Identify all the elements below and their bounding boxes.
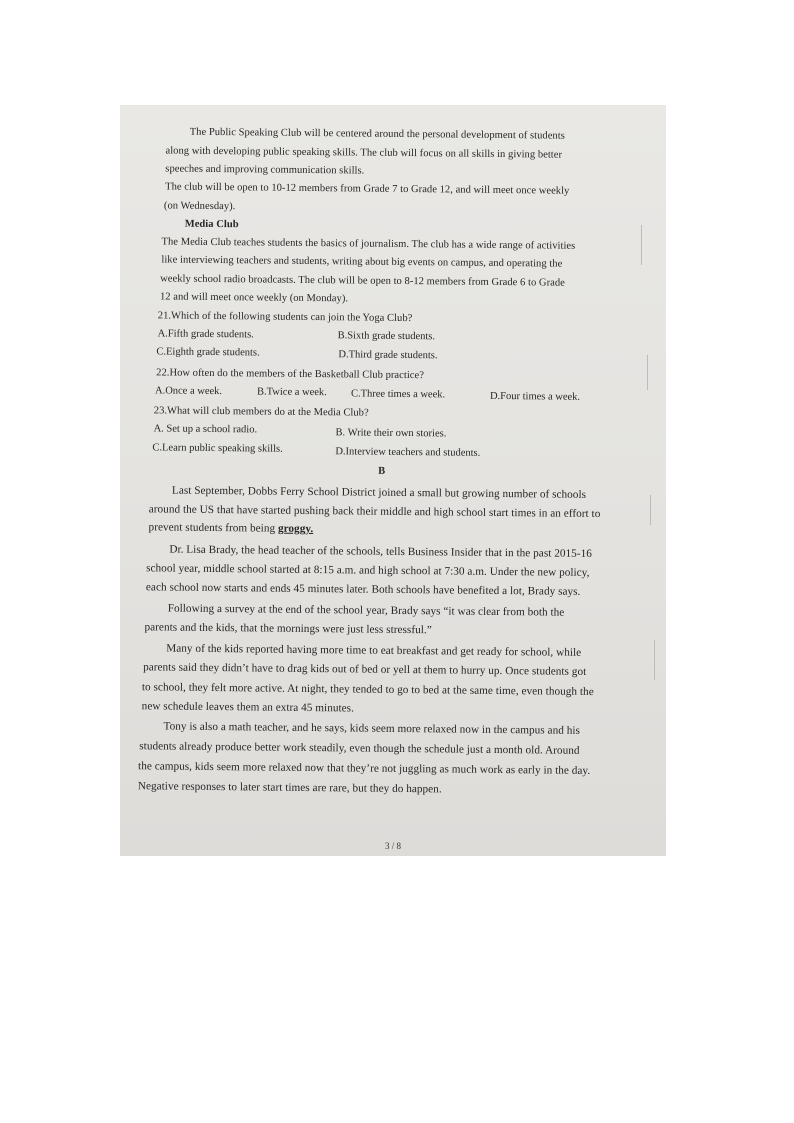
paragraph-line: The Media Club teaches students the basics of journalism. The club has a wide range of activities (161, 236, 576, 252)
paragraph-line: parents said they didn’t have to drag kids out of bed or yell at them to hurry up. Once students got (143, 661, 587, 678)
paragraph-line: Last September, Dobbs Ferry School District joined a small but growing number of schools (171, 484, 587, 501)
paragraph-line: each school now starts and ends 45 minutes later. Both schools have benefited a lot, Brady says. (145, 581, 581, 598)
option-23-c: C.Learn public speaking skills. (152, 442, 283, 455)
question-23: 23.What will club members do at the Media Club? (153, 405, 369, 419)
option-21-a: A.Fifth grade students. (157, 328, 254, 341)
scanned-page-photo (120, 105, 666, 856)
groggy-word: groggy. (277, 522, 314, 536)
document-text (120, 105, 666, 856)
option-21-d: D.Third grade students. (338, 349, 438, 362)
paragraph-line: Negative responses to later start times are rare, but they do happen. (137, 780, 442, 796)
paragraph-line: Tony is also a math teacher, and he says, kids seem more relaxed now in the campus and his (163, 720, 581, 737)
paragraph-line: students already produce better work steadily, even though the schedule just a month old. Around (139, 740, 580, 757)
paragraph-line: new schedule leaves them an extra 45 minutes. (141, 700, 355, 715)
option-21-c: C.Eighth grade students. (156, 346, 260, 359)
paragraph-line: The Public Speaking Club will be centered around the personal development of students (189, 126, 565, 142)
option-23-a: A. Set up a school radio. (153, 423, 258, 436)
paragraph-line: 12 and will meet once weekly (on Monday). (159, 291, 349, 305)
option-22-d: D.Four times a week. (489, 390, 581, 403)
option-22-b: B.Twice a week. (256, 386, 327, 399)
question-22: 22.How often do the members of the Basketball Club practice? (156, 367, 425, 382)
section-heading: Media Club (184, 218, 239, 231)
paragraph-line: (on Wednesday). (163, 200, 236, 213)
paragraph-line: to school, they felt more active. At night, they tended to go to bed at the same time, even though the (141, 681, 594, 698)
paragraph-text: prevent students from being (148, 521, 279, 535)
paragraph-line: Many of the kids reported having more time to eat breakfast and get ready for school, while (166, 642, 582, 659)
option-23-d: D.Interview teachers and students. (335, 446, 481, 459)
paragraph-line: along with developing public speaking skills. The club will focus on all skills in giving better (165, 145, 563, 161)
paragraph-line: weekly school radio broadcasts. The club will be open to 8-12 members from Grade 6 to Grade (160, 273, 565, 289)
paragraph-line: around the US that have started pushing back their middle and high school start times in an effort to (148, 503, 601, 521)
paragraph-line: Dr. Lisa Brady, the head teacher of the schools, tells Business Insider that in the past 2015-16 (169, 543, 592, 560)
option-22-a: A.Once a week. (154, 385, 223, 398)
question-21: 21.Which of the following students can join the Yoga Club? (157, 310, 413, 325)
paragraph-line: parents and the kids, that the mornings were just less stressful.” (144, 621, 432, 637)
paragraph-line: Following a survey at the end of the school year, Brady says “it was clear from both the (167, 602, 565, 619)
option-22-c: C.Three times a week. (350, 388, 446, 401)
paragraph-line: like interviewing teachers and students, writing about big events on campus, and operating the (161, 254, 563, 270)
paragraph-line: school year, middle school started at 8:15 a.m. and high school at 7:30 a.m. Under the new policy, (146, 562, 590, 579)
section-b-heading: B (378, 465, 386, 477)
paragraph-line: the campus, kids seem more relaxed now that they’re not juggling as much work as early in the day. (138, 760, 591, 777)
paragraph-line: The club will be open to 10-12 members from Grade 7 to Grade 12, and will meet once weekly (165, 181, 570, 197)
option-21-b: B.Sixth grade students. (337, 330, 436, 343)
page-number: 3 / 8 (384, 841, 401, 851)
paragraph-line (149, 520, 314, 536)
paragraph-line: speeches and improving communication skills. (165, 163, 365, 177)
option-23-b: B. Write their own stories. (335, 427, 447, 440)
